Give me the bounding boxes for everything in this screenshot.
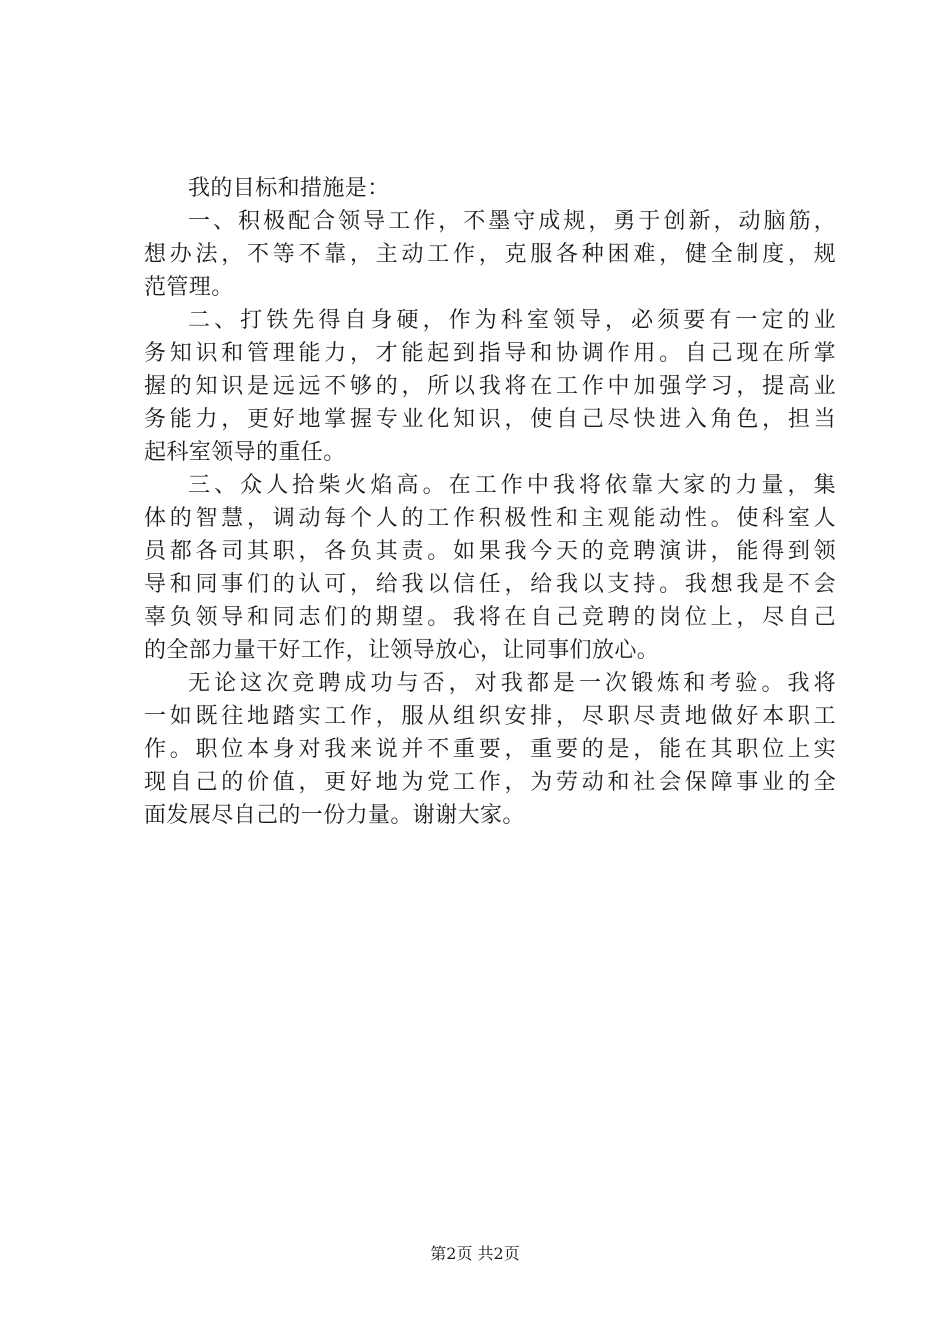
- text-line: 辜负领导和同志们的期望。我将在自己竞聘的岗位上，尽自己: [144, 605, 836, 630]
- text-line: 体的智慧，调动每个人的工作积极性和主观能动性。使科室人: [144, 506, 836, 531]
- text-line: 务能力，更好地掌握专业化知识，使自己尽快进入角色，担当: [144, 407, 836, 432]
- text-line: 三、众人拾柴火焰高。在工作中我将依靠大家的力量，集: [188, 473, 836, 498]
- text-line: 的全部力量干好工作，让领导放心，让同事们放心。: [144, 638, 660, 663]
- text-line: 一、积极配合领导工作，不墨守成规，勇于创新，动脑筋，: [188, 209, 836, 234]
- text-line: 起科室领导的重任。: [144, 440, 346, 465]
- page-number-footer: 第2页 共2页: [430, 1244, 520, 1263]
- text-line: 握的知识是远远不够的，所以我将在工作中加强学习，提高业: [144, 374, 836, 399]
- text-line: 想办法，不等不靠，主动工作，克服各种困难，健全制度，规: [144, 242, 836, 267]
- document-body: [144, 172, 836, 832]
- text-line: 导和同事们的认可，给我以信任，给我以支持。我想我是不会: [144, 572, 836, 597]
- text-line: 现自己的价值，更好地为党工作，为劳动和社会保障事业的全: [144, 770, 836, 795]
- text-line: 员都各司其职，各负其责。如果我今天的竞聘演讲，能得到领: [144, 539, 836, 564]
- text-line: 作。职位本身对我来说并不重要，重要的是，能在其职位上实: [144, 737, 836, 762]
- text-line: 二、打铁先得自身硬，作为科室领导，必须要有一定的业: [188, 308, 836, 333]
- text-line: 范管理。: [144, 275, 234, 300]
- text-line: 无论这次竞聘成功与否，对我都是一次锻炼和考验。我将: [188, 671, 836, 696]
- text-line: 面发展尽自己的一份力量。谢谢大家。: [144, 803, 525, 828]
- text-line: 一如既往地踏实工作，服从组织安排，尽职尽责地做好本职工: [144, 704, 836, 729]
- text-line: 我的目标和措施是：: [188, 176, 390, 201]
- text-line: 务知识和管理能力，才能起到指导和协调作用。自己现在所掌: [144, 341, 836, 366]
